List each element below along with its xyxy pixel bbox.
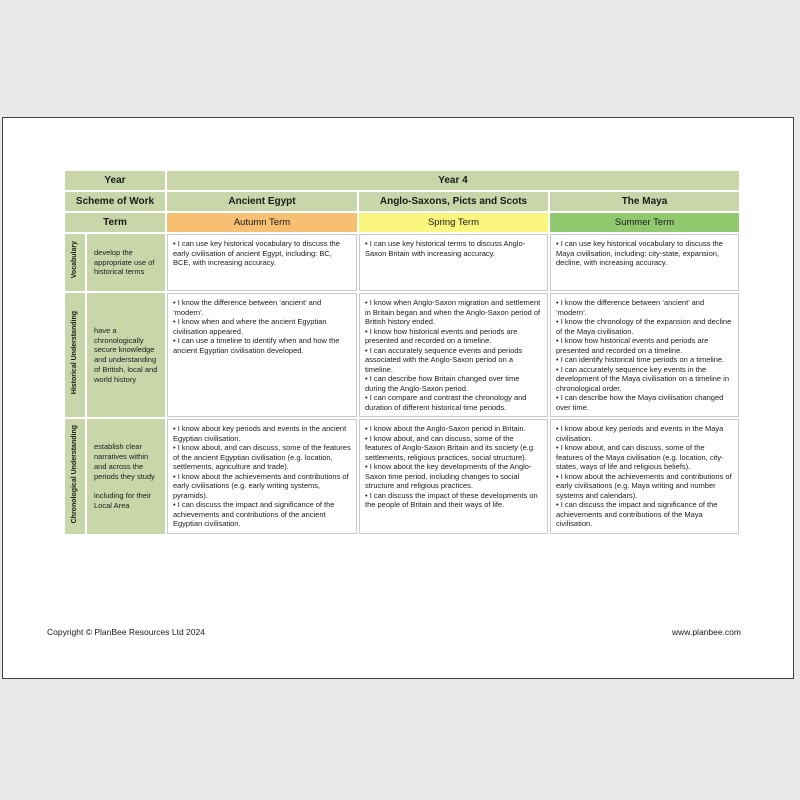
table-row-historical-understanding <box>65 293 739 417</box>
text-line: • I know the difference between ‘ancient’ and ‘modern’. <box>556 298 705 317</box>
text-line: • I can use key historical vocabulary to discuss the Maya civilisation, including: city-state, expansion, decline, with increasing accuracy. <box>556 239 723 268</box>
text-line: • I know when Anglo-Saxon migration and settlement in Britain began and when the Anglo-Saxon period of British history ended. <box>365 298 541 327</box>
text-line: • I can discuss the impact and significance of the achievements and contributions of the Maya civilisation. <box>556 500 718 529</box>
text-line: have a chronologically secure knowledge and understanding of British, local and world history <box>94 325 158 384</box>
row-category-label: Vocabulary <box>70 241 78 279</box>
cell-vocabulary-ancient-egypt <box>167 234 357 291</box>
text-line: develop the appropriate use of historical terms <box>94 247 155 277</box>
text-line: • I know how historical events and periods are presented and recorded on a timeline. <box>365 326 518 346</box>
text-line: • I can describe how Britain changed over time during the Anglo-Saxon period. <box>365 374 520 393</box>
text-line: • I know about the achievements and contributions of early civilisations (e.g. early writing systems, pyramids). <box>173 471 349 500</box>
text-line: establish clear narratives within and across the periods they study <box>94 442 155 481</box>
term-row <box>65 213 739 232</box>
copyright-text: Copyright © PlanBee Resources Ltd 2024 <box>47 627 205 637</box>
cell-chronological-the-maya <box>550 419 739 534</box>
term-spring-cell: Spring Term <box>359 213 548 232</box>
text-line: • I know about the Anglo-Saxon period in Britain. <box>365 424 526 434</box>
text-line: • I can describe how the Maya civilisation changed over time. <box>556 393 724 412</box>
scheme-ancient-egypt: Ancient Egypt <box>167 192 357 211</box>
row-description <box>87 293 165 417</box>
text-line: • I know about key periods and events in the Maya civilisation. <box>556 424 724 443</box>
text-line: • I know about, and can discuss, some of the features of Anglo-Saxon Britain and its society (e.g. settlements, religious practices, social structure). <box>365 433 536 462</box>
text-line: • I can discuss the impact of these developments on the people of Britain and their ways of life. <box>365 490 538 510</box>
text-line: • I can use key historical terms to discuss Anglo-Saxon Britain with increasing accuracy. <box>365 239 526 258</box>
text-line: • I can identify historical time periods on a timeline. <box>556 355 725 365</box>
text-line: • I know how historical events and periods are presented and recorded on a timeline. <box>556 336 709 355</box>
text-line: • I can compare and contrast the chronology and duration of different historical time periods. <box>365 393 527 412</box>
text-line: including for their Local Area <box>94 491 152 511</box>
table-row-chronological-understanding <box>65 419 739 534</box>
text-line: • I know about the achievements and contributions of early civilisations (e.g. Maya writing and number systems and calendars). <box>556 471 732 500</box>
text-line: • I can use a timeline to identify when and how the ancient Egyptian civilisation developed. <box>173 336 340 355</box>
cell-historical-the-maya <box>550 293 739 417</box>
website-text: www.planbee.com <box>672 627 741 637</box>
text-line: • I know about key periods and events in the ancient Egyptian civilisation. <box>173 424 347 443</box>
text-line: • I know about, and can discuss, some of the features of the Maya civilisation (e.g. location, city-states, ways of life and religious beliefs). <box>556 443 724 472</box>
text-line: • I know when and where the ancient Egyptian civilisation appeared. <box>173 317 327 336</box>
scheme-of-work-table <box>63 169 741 536</box>
text-line: • I can use key historical vocabulary to discuss the early civilisation of ancient Egypt, including: BC, BCE, with increasing accuracy. <box>173 239 340 268</box>
year-value-cell: Year 4 <box>167 171 739 190</box>
text-line: • I know the chronology of the expansion and decline of the Maya civilisation. <box>556 317 732 336</box>
document-page <box>2 117 794 679</box>
term-summer-cell: Summer Term <box>550 213 739 232</box>
scheme-of-work-row <box>65 192 739 211</box>
row-category-label: Historical Understanding <box>70 310 78 395</box>
text-line: • I can accurately sequence key events in the development of the Maya civilisation on a timeline in chronological order. <box>556 364 730 393</box>
table-row-vocabulary <box>65 234 739 291</box>
year-label-cell: Year <box>65 171 165 190</box>
row-category-label: Chronological Understanding <box>70 424 78 524</box>
row-description <box>87 234 165 291</box>
scheme-the-maya: The Maya <box>550 192 739 211</box>
cell-historical-anglo-saxons <box>359 293 548 417</box>
cell-chronological-ancient-egypt <box>167 419 357 534</box>
scheme-anglo-saxons: Anglo-Saxons, Picts and Scots <box>359 192 548 211</box>
cell-historical-ancient-egypt <box>167 293 357 417</box>
scheme-label-cell: Scheme of Work <box>65 192 165 211</box>
row-description <box>87 419 165 534</box>
cell-vocabulary-the-maya <box>550 234 739 291</box>
text-line: • I know the difference between ‘ancient’ and ‘modern’. <box>173 298 322 317</box>
cell-chronological-anglo-saxons <box>359 419 548 534</box>
text-line: • I know about, and can discuss, some of the features of the ancient Egyptian civilisation (e.g. location, settlements, agriculture and trade). <box>173 443 351 472</box>
cell-vocabulary-anglo-saxons <box>359 234 548 291</box>
page-footer <box>47 627 741 637</box>
term-autumn-cell: Autumn Term <box>167 213 357 232</box>
text-line: • I can accurately sequence events and periods associated with the Anglo-Saxon period on a timeline. <box>365 345 523 374</box>
term-label-cell: Term <box>65 213 165 232</box>
text-line: • I can discuss the impact and significance of the achievements and contributions of the ancient Egyptian civilisation. <box>173 500 335 529</box>
text-line: • I know about the key developments of the Anglo-Saxon time period, including changes to social structure and religious practices. <box>365 462 532 491</box>
year-row <box>65 171 739 190</box>
